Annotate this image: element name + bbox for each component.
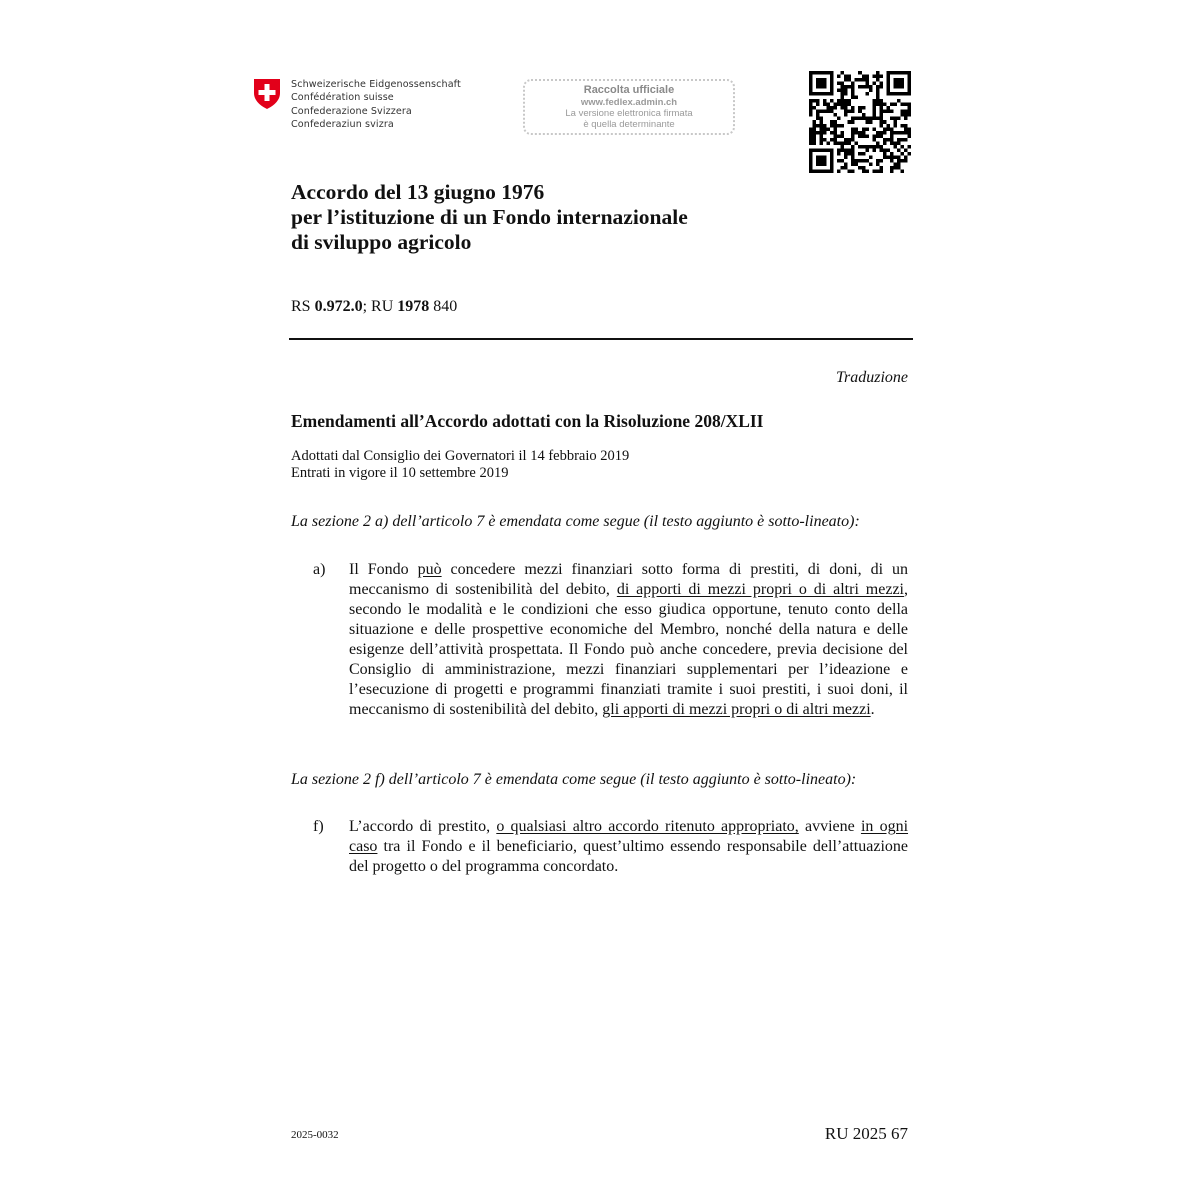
item-text (349, 817, 908, 877)
agency-line: Confederazione Svizzera (291, 105, 412, 117)
agency-name (291, 78, 461, 132)
date-line: Adottati dal Consiglio dei Governatori il 14 febbraio 2019 (291, 448, 630, 464)
added-text: o qualsiasi altro accordo ritenuto appropriato, (496, 818, 799, 835)
section-heading: Emendamenti all’Accordo adottati con la Risoluzione 208/XLII (291, 411, 764, 431)
ru-prefix: ; RU (362, 298, 398, 315)
amendment-item (291, 817, 908, 877)
page-reference: RU 2025 67 (824, 1124, 908, 1143)
text-run: . (870, 701, 875, 718)
title-line: Accordo del 13 giugno 1976 (291, 180, 545, 204)
text-run: avviene (798, 818, 861, 835)
agency-line: Schweizerische Eidgenossenschaft (291, 79, 461, 90)
added-text: in ogni caso (349, 818, 909, 855)
text-run: Il Fondo (349, 561, 418, 578)
rs-number: 0.972.0 (314, 298, 363, 315)
text-run: tra il Fondo e il beneficiario, quest’ultimo essendo responsabile dell’attuazione del progetto o del programma concordato. (349, 838, 908, 875)
stamp-line: La versione elettronica firmata (565, 108, 693, 119)
item-label: f) (313, 818, 324, 835)
amendment-intro: La sezione 2 f) dell’articolo 7 è emendata come segue (il testo aggiunto è sotto-lineato): (291, 771, 857, 788)
added-text: di apporti di mezzi propri o di altri mezzi (616, 581, 905, 598)
date-line: Entrati in vigore il 10 settembre 2019 (291, 465, 509, 481)
title-line: di sviluppo agricolo (291, 230, 472, 254)
amendment-item (291, 560, 908, 720)
stamp-title: Raccolta ufficiale (583, 84, 675, 96)
text-run: L’accordo di prestito, (349, 818, 497, 835)
rs-prefix: RS (291, 298, 315, 315)
swiss-cross-icon (253, 78, 281, 110)
translation-label: Traduzione (835, 369, 908, 386)
item-text (349, 560, 908, 720)
official-collection-stamp (523, 79, 735, 135)
item-label: a) (313, 561, 326, 578)
stamp-line: è quella determinante (583, 119, 675, 130)
divider (289, 338, 913, 340)
ru-year: 1978 (397, 298, 430, 315)
stamp-url: www.fedlex.admin.ch (580, 97, 678, 108)
ru-page: 840 (429, 298, 458, 315)
legal-reference (291, 298, 457, 316)
adoption-dates (291, 448, 629, 482)
qr-code-icon (809, 71, 911, 173)
amendment-intro: La sezione 2 a) dell’articolo 7 è emendata come segue (il testo aggiunto è sotto-lineato): (291, 513, 860, 530)
text-run: , secondo le modalità e le condizioni che esso giudica opportune, tenuto conto della situazione e delle prospettive economiche del Membro, nonché della natura e delle esigenze dell’attività prospettata. Il Fondo può anche concedere, previa decisione del Consiglio di amministrazione, mezzi finanziari supplementari per l’ideazione e l’esecuzione di progetti e programmi finanziati tramite i suoi prestiti, i suoi doni, il meccanismo di sostenibilità del debito, (349, 581, 909, 718)
title-line: per l’istituzione di un Fondo internazionale (291, 205, 688, 229)
added-text: può (417, 561, 442, 578)
added-text: gli apporti di mezzi propri o di altri mezzi (602, 701, 871, 718)
page-title (291, 180, 688, 255)
text-run: concedere mezzi finanziari sotto forma di prestiti, di doni, di un meccanismo di sostenibilità del debito, (349, 561, 908, 598)
agency-line: Confederaziun svizra (291, 119, 394, 131)
agency-line: Confédération suisse (291, 92, 394, 104)
document-number: 2025-0032 (291, 1129, 339, 1141)
